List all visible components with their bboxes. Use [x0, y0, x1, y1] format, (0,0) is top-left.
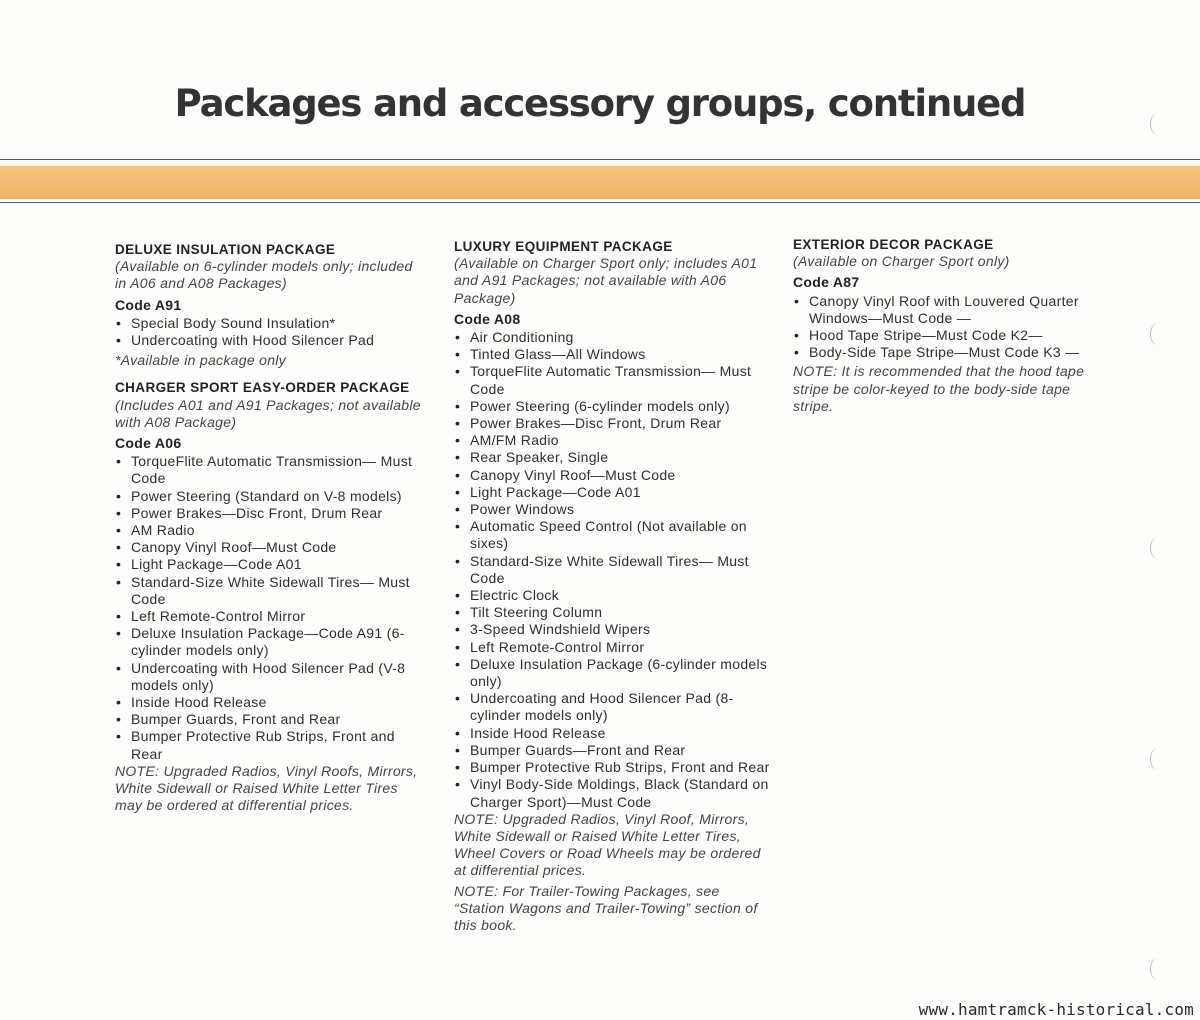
column-1 [115, 241, 425, 815]
watermark: www.hamtramck-historical.com [918, 1000, 1194, 1019]
list-item: • Canopy Vinyl Roof—Must Code [115, 539, 425, 556]
deluxe-insulation-list [115, 315, 425, 349]
list-item: • Vinyl Body-Side Moldings, Black (Standard on Charger Sport)—Must Code [454, 776, 774, 810]
page-title: Packages and accessory groups, continued [174, 82, 1026, 125]
binder-hole-mark [1150, 537, 1165, 559]
list-item: • Left Remote-Control Mirror [454, 639, 774, 656]
charger-sport-list [115, 453, 425, 763]
binder-hole-mark [1150, 748, 1165, 770]
list-item: • AM/FM Radio [454, 432, 774, 449]
list-item: • Bumper Protective Rub Strips, Front and Rear [115, 728, 425, 762]
list-item: • Tilt Steering Column [454, 604, 774, 621]
charger-sport-availability: (Includes A01 and A91 Packages; not available with A08 Package) [115, 396, 421, 430]
exterior-decor-title: EXTERIOR DECOR PACKAGE [793, 237, 994, 252]
luxury-equipment-code: Code A08 [454, 310, 521, 327]
list-item: • Light Package—Code A01 [454, 484, 774, 501]
top-rule [0, 159, 1200, 160]
column-2 [454, 238, 774, 934]
list-item: • Inside Hood Release [454, 725, 774, 742]
exterior-decor-list [793, 293, 1103, 362]
list-item: • Tinted Glass—All Windows [454, 346, 774, 363]
luxury-equipment-title: LUXURY EQUIPMENT PACKAGE [454, 239, 673, 254]
list-item: • Power Steering (6-cylinder models only) [454, 398, 774, 415]
list-item: • Power Steering (Standard on V-8 models) [115, 488, 425, 505]
list-item: • Rear Speaker, Single [454, 449, 774, 466]
list-item: • Automatic Speed Control (Not available on sixes) [454, 518, 774, 552]
list-item: • Special Body Sound Insulation* [115, 315, 425, 332]
list-item: • Undercoating and Hood Silencer Pad (8-cylinder models only) [454, 690, 774, 724]
list-item: • Canopy Vinyl Roof—Must Code [454, 467, 774, 484]
deluxe-insulation-title: DELUXE INSULATION PACKAGE [115, 242, 336, 257]
list-item: • Power Brakes—Disc Front, Drum Rear [115, 505, 425, 522]
list-item: • Left Remote-Control Mirror [115, 608, 425, 625]
list-item: • Inside Hood Release [115, 694, 425, 711]
column-3 [793, 236, 1103, 415]
bottom-rule [0, 202, 1200, 203]
deluxe-insulation-code: Code A91 [115, 296, 182, 313]
list-item: • Deluxe Insulation Package (6-cylinder models only) [454, 656, 774, 690]
list-item: • Standard-Size White Sidewall Tires— Must Code [454, 553, 774, 587]
exterior-decor-note: NOTE: It is recommended that the hood tape stripe be color-keyed to the body-side tape stripe. [793, 363, 1085, 414]
binder-hole-mark [1150, 958, 1165, 980]
list-item: • Deluxe Insulation Package—Code A91 (6-cylinder models only) [115, 625, 425, 659]
orange-band [0, 166, 1200, 199]
exterior-decor-availability: (Available on Charger Sport only) [793, 253, 1010, 270]
list-item: • 3-Speed Windshield Wipers [454, 621, 774, 638]
list-item: • Bumper Guards, Front and Rear [115, 711, 425, 728]
list-item: • TorqueFlite Automatic Transmission— Must Code [115, 453, 425, 487]
list-item: • Power Windows [454, 501, 774, 518]
luxury-equipment-list [454, 329, 774, 811]
list-item: • Hood Tape Stripe—Must Code K2— [793, 327, 1103, 344]
binder-hole-mark [1150, 323, 1165, 345]
list-item: • Canopy Vinyl Roof with Louvered Quarter Windows—Must Code — [793, 293, 1103, 327]
list-item: • TorqueFlite Automatic Transmission— Must Code [454, 363, 774, 397]
charger-sport-code: Code A06 [115, 435, 182, 452]
list-item: • Standard-Size White Sidewall Tires— Must Code [115, 574, 425, 608]
deluxe-insulation-footnote: *Available in package only [115, 352, 286, 369]
charger-sport-title: CHARGER SPORT EASY-ORDER PACKAGE [115, 380, 410, 396]
luxury-equipment-availability: (Available on Charger Sport only; includes A01 and A91 Packages; not available with A06 Package) [454, 255, 758, 306]
list-item: • AM Radio [115, 522, 425, 539]
list-item: • Bumper Protective Rub Strips, Front and Rear [454, 759, 774, 776]
list-item: • Light Package—Code A01 [115, 556, 425, 573]
list-item: • Body-Side Tape Stripe—Must Code K3 — [793, 344, 1103, 361]
list-item: • Power Brakes—Disc Front, Drum Rear [454, 415, 774, 432]
exterior-decor-code: Code A87 [793, 274, 860, 291]
luxury-equipment-note-1: NOTE: Upgraded Radios, Vinyl Roof, Mirrors, White Sidewall or Raised White Letter Tires, Wheel Covers or Road Wheels may be ordered at differential prices. [454, 810, 761, 879]
list-item: • Electric Clock [454, 587, 774, 604]
list-item: • Bumper Guards—Front and Rear [454, 742, 774, 759]
luxury-equipment-note-2: NOTE: For Trailer-Towing Packages, see “Station Wagons and Trailer-Towing” section of this book. [454, 882, 758, 933]
charger-sport-note: NOTE: Upgraded Radios, Vinyl Roofs, Mirrors, White Sidewall or Raised White Letter Tires may be ordered at differential prices. [115, 762, 418, 814]
list-item: • Undercoating with Hood Silencer Pad (V-8 models only) [115, 660, 425, 694]
list-item: • Air Conditioning [454, 329, 774, 346]
deluxe-insulation-availability: (Available on 6-cylinder models only; included in A06 and A08 Packages) [115, 258, 413, 292]
list-item: • Undercoating with Hood Silencer Pad [115, 332, 425, 349]
binder-hole-mark [1150, 113, 1165, 135]
